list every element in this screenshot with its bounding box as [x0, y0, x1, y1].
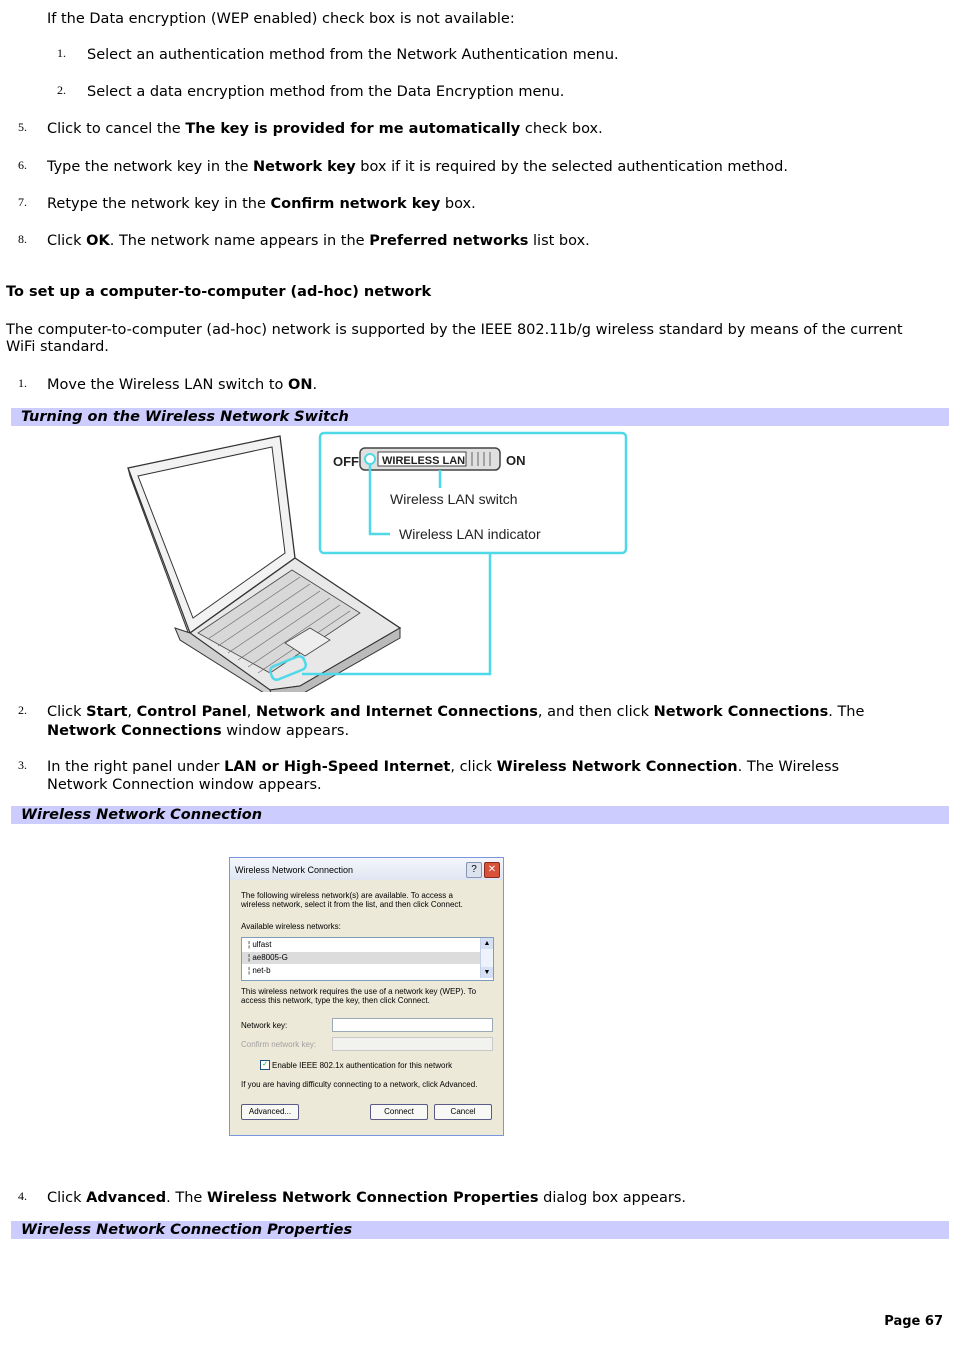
network-item[interactable]: ¦ ae8005-G — [248, 953, 288, 962]
difficulty-text: If you are having difficulty connecting to a network, click Advanced. — [241, 1080, 478, 1089]
antenna-icon: ¦ — [248, 953, 251, 962]
wep-notice: access this network, type the key, then click Connect. — [241, 996, 430, 1005]
paragraph-line: WiFi standard. — [6, 339, 109, 355]
cancel-button[interactable]: Cancel — [434, 1104, 492, 1120]
sub-step-text: Select a data encryption method from the Data Encryption menu. — [87, 84, 565, 100]
callout-indicator: Wireless LAN indicator — [399, 526, 541, 542]
step-3-text-line2: Network Connection window appears. — [47, 777, 322, 793]
step-6-text: Type the network key in the Network key box if it is required by the selected authentication method. — [47, 159, 788, 175]
scroll-up-icon[interactable]: ▲ — [481, 938, 493, 949]
callout-switch: Wireless LAN switch — [390, 491, 518, 507]
off-label: OFF — [333, 454, 359, 469]
step-3-text: In the right panel under LAN or High-Speed Internet, click Wireless Network Connection. The Wireless — [47, 759, 840, 775]
dialog-desc: The following wireless network(s) are available. To access a — [241, 891, 453, 900]
step-number: 4. — [18, 1189, 27, 1203]
sub-step-number: 1. — [57, 46, 66, 60]
available-networks-label: Available wireless networks: — [241, 922, 341, 931]
laptop-wireless-switch-illustration — [120, 428, 640, 692]
network-item[interactable]: ¦ net-b — [248, 966, 271, 975]
step-1-text: Move the Wireless LAN switch to ON. — [47, 377, 318, 393]
step-2-text: Click Start, Control Panel, Network and Internet Connections, and then click Network Connections. The — [47, 704, 865, 720]
paragraph-line: The computer-to-computer (ad-hoc) network is supported by the IEEE 802.11b/g wireless standard by means of the current — [6, 322, 903, 338]
figure-caption: Wireless Network Connection — [21, 807, 263, 823]
network-key-field[interactable] — [332, 1018, 493, 1032]
step-2-text-line2: Network Connections window appears. — [47, 723, 350, 739]
ieee-checkbox[interactable]: ✓ — [260, 1060, 270, 1070]
on-label: ON — [506, 453, 526, 468]
step-4-text: Click Advanced. The Wireless Network Connection Properties dialog box appears. — [47, 1190, 686, 1206]
sub-step-number: 2. — [57, 83, 66, 97]
step-5-text: Click to cancel the The key is provided for me automatically check box. — [47, 121, 603, 137]
figure-caption: Wireless Network Connection Properties — [21, 1222, 353, 1238]
step-number: 5. — [18, 120, 27, 134]
figure-caption: Turning on the Wireless Network Switch — [21, 409, 349, 425]
step-number: 6. — [18, 158, 27, 172]
confirm-key-label: Confirm network key: — [241, 1040, 317, 1049]
connect-button[interactable]: Connect — [370, 1104, 428, 1120]
step-number: 2. — [18, 703, 27, 717]
antenna-icon: ¦ — [248, 940, 251, 949]
list-scrollbar[interactable] — [480, 938, 493, 978]
intro-text: If the Data encryption (WEP enabled) check box is not available: — [47, 11, 515, 27]
dialog-desc: wireless network, select it from the list, and then click Connect. — [241, 900, 463, 909]
step-8-text: Click OK. The network name appears in the Preferred networks list box. — [47, 233, 590, 249]
dialog-title: Wireless Network Connection — [235, 865, 354, 875]
figure-caption-bar — [11, 1221, 949, 1239]
step-number: 3. — [18, 758, 27, 772]
network-key-label: Network key: — [241, 1021, 288, 1030]
page-number: Page 67 — [884, 1314, 943, 1329]
wep-notice: This wireless network requires the use of a network key (WEP). To — [241, 987, 477, 996]
network-item[interactable]: ¦ ulfast — [248, 940, 272, 949]
ieee-checkbox-label: Enable IEEE 802.1x authentication for this network — [272, 1061, 453, 1070]
help-icon[interactable]: ? — [466, 862, 482, 878]
step-number: 7. — [18, 195, 27, 209]
close-icon[interactable]: ✕ — [484, 862, 500, 878]
step-number: 8. — [18, 232, 27, 246]
antenna-icon: ¦ — [248, 966, 251, 975]
figure-caption-bar — [11, 806, 949, 824]
advanced-button[interactable]: Advanced... — [241, 1104, 299, 1120]
network-list[interactable] — [241, 937, 494, 981]
wireless-connection-dialog — [229, 857, 504, 1136]
switch-text: WIRELESS LAN — [382, 455, 466, 467]
sub-step-text: Select an authentication method from the Network Authentication menu. — [87, 47, 619, 63]
confirm-key-field[interactable] — [332, 1037, 493, 1051]
step-number: 1. — [18, 376, 27, 390]
scroll-down-icon[interactable]: ▼ — [481, 967, 493, 978]
figure-caption-bar — [11, 408, 949, 426]
step-7-text: Retype the network key in the Confirm network key box. — [47, 196, 476, 212]
section-heading: To set up a computer-to-computer (ad-hoc) network — [6, 284, 432, 300]
